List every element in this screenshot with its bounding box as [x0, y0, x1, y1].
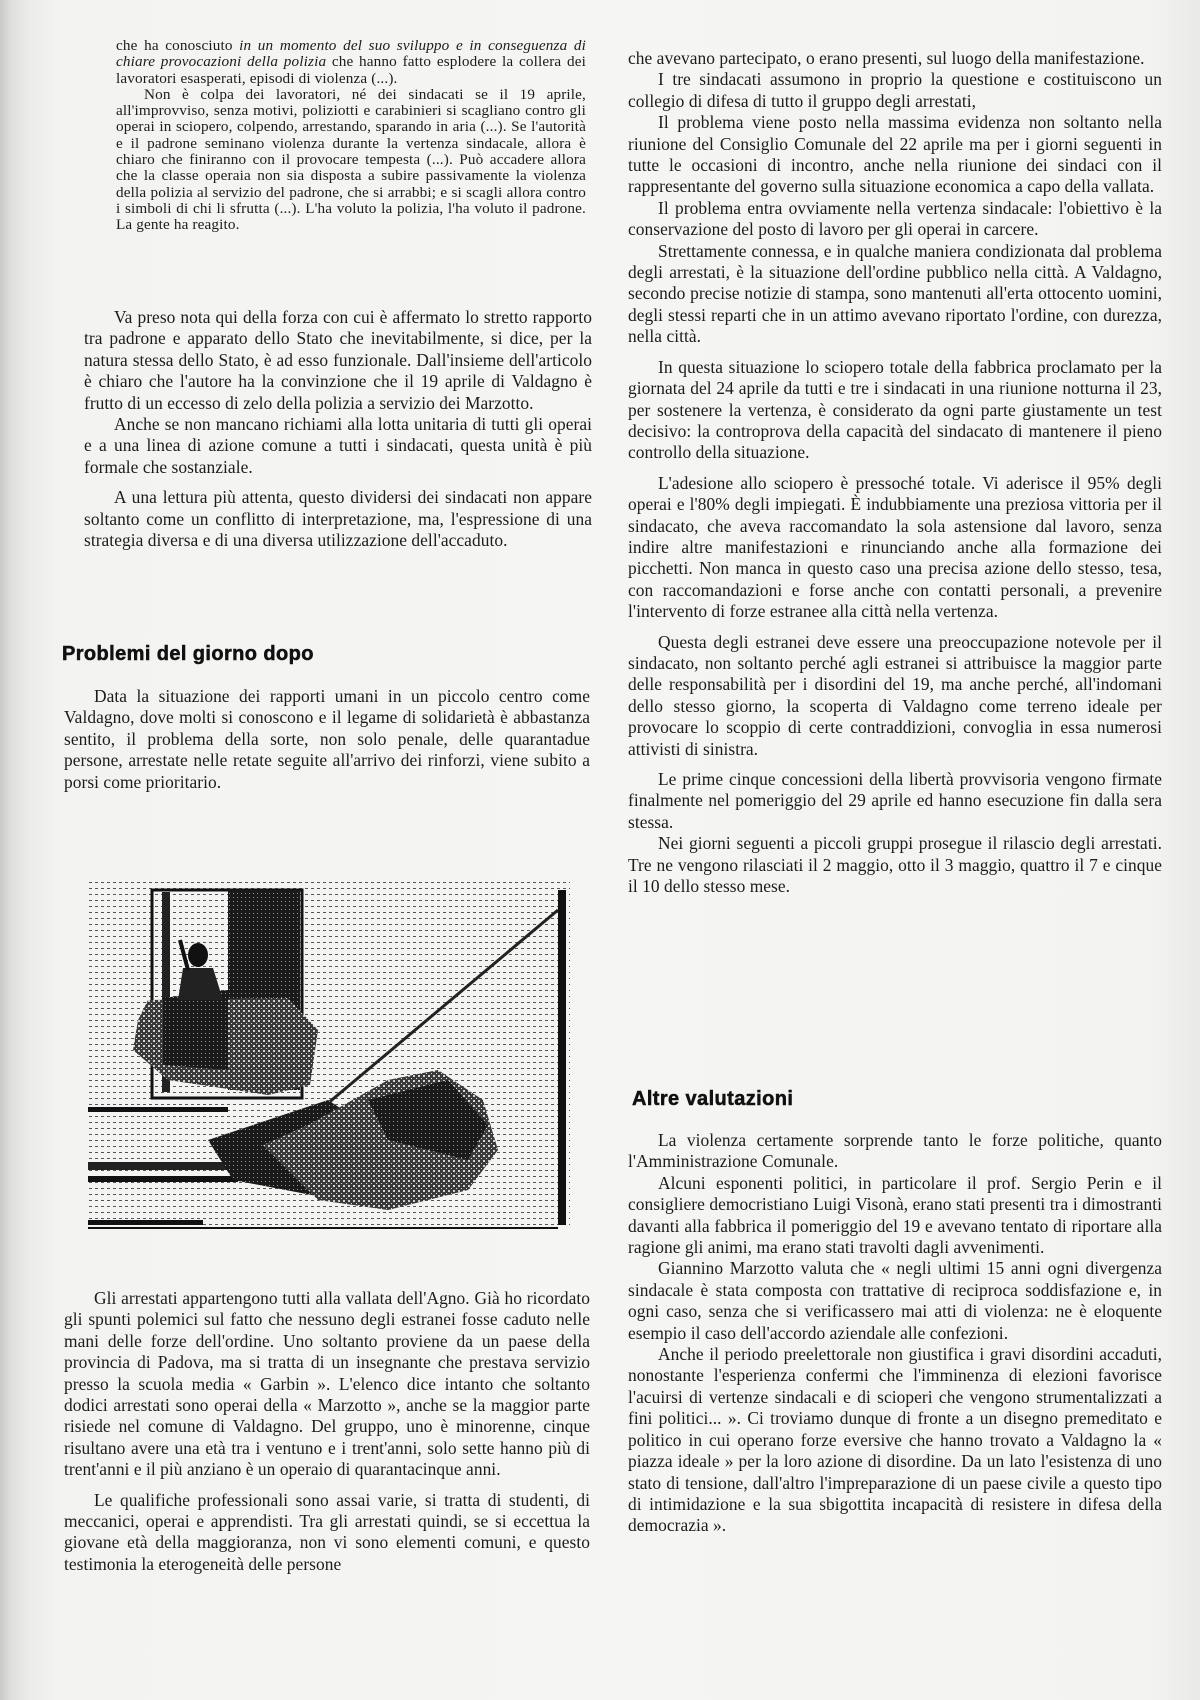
paragraph: Strettamente connessa, e in qualche maniera condizionata dal problema degli arrestati, è la situazione dell'ordine pubblico nella città. A Valdagno, secondo precise notizie di stampa, sono mantenuti all'erta ottocento uomini, degli stessi reparti che in un attimo avevano riportato l'ordine, con durezza, nella città.	[628, 240, 1162, 347]
paragraph: che avevano partecipato, o erano presenti, sul luogo della manifestazione.	[628, 48, 1145, 68]
left-body-b	[64, 1288, 590, 1575]
paragraph: Nei giorni seguenti a piccoli gruppi prosegue il rilascio degli arrestati. Tre ne vengono rilasciati il 2 maggio, otto il 3 maggio, quattro il 7 e cinque il 10 dello stesso mese.	[628, 833, 1162, 897]
left-section1-body	[64, 686, 590, 793]
quoted-excerpt	[116, 38, 586, 234]
section-heading-problemi: Problemi del giorno dopo	[62, 643, 314, 665]
paragraph: La violenza certamente sorprende tanto le forze politiche, quanto l'Amministrazione Comunale.	[628, 1130, 1162, 1172]
paragraph: Alcuni esponenti politici, in particolare il prof. Sergio Perin e il consigliere democristiano Luigi Visonà, erano stati presenti tra i dimostranti davanti alla fabbrica il pomeriggio del 19 e avevano tentato di riportare alla ragione gli animi, ma erano stati travolti dagli avvenimenti.	[628, 1172, 1162, 1258]
paragraph: In questa situazione lo sciopero totale della fabbrica proclamato per la giornata del 24 aprile da tutti e tre i sindacati in una riunione notturna il 23, per sostenere la vertenza, è considerato da ogni parte giustamente un test decisivo: la controprova della capacità del sindacato di mantenere il pieno controllo della situazione.	[628, 356, 1162, 463]
paragraph: I tre sindacati assumono in proprio la questione e costituiscono un collegio di difesa di tutto il gruppo degli arrestati,	[628, 69, 1162, 111]
section-heading-altre-valutazioni: Altre valutazioni	[632, 1088, 794, 1110]
paragraph: Il problema entra ovviamente nella vertenza sindacale: l'obiettivo è la conservazione del posto di lavoro per gli operai in carcere.	[628, 197, 1162, 240]
right-body-a	[628, 48, 1162, 897]
paragraph: Le prime cinque concessioni della libertà provvisoria vengono firmate finalmente nel pomeriggio del 29 aprile ed hanno esecuzione fin dalla sera stessa.	[628, 769, 1162, 832]
quote-paragraph: che ha conosciuto in un momento del suo sviluppo e in conseguenza di chiare provocazioni della polizia che hanno fatto esplodere la collera dei lavoratori esasperati, episodi di violenza (...).	[116, 37, 586, 87]
paragraph: Questa degli estranei deve essere una preoccupazione notevole per il sindacato, non soltanto perché agli estranei si attribuisce la maggior parte delle responsabilità per i disordini del 19, ma anche perché, all'indomani dello stesso giorno, la scoperta di Valdagno come terreno ideale per provocare lo scoppio di certe contraddizioni, convoglia in essa numerosi attivisti di sinistra.	[628, 631, 1162, 759]
paragraph: Il problema viene posto nella massima evidenza non soltanto nella riunione del Consiglio Comunale del 22 aprile ma per i giorni seguenti in tutte le occasioni di incontro, anche nella riunione dei sindaci con il rappresentante del governo sulla situazione economica a capo della vallata.	[628, 112, 1162, 197]
photo-image	[88, 880, 570, 1230]
paragraph: Va preso nota qui della forza con cui è affermato lo stretto rapporto tra padrone e apparato dello Stato che inevitabilmente, si dice, per la natura stessa dello Stato, è ad esso funzionale. Dall'insieme dell'articolo è chiaro che l'autore ha la convinzione che il 19 aprile di Valdagno è frutto di un eccesso di zelo della polizia a servizio dei Marzotto.	[84, 307, 592, 413]
quote-paragraph: Non è colpa dei lavoratori, né dei sindacati se il 19 aprile, all'improvviso, senza motivi, poliziotti e carabinieri si scagliano contro gli operai in sciopero, colpendo, arrestando, sparando in aria (...). Se l'autorità e il padrone seminano violenza durante la vertenza sindacale, allora è chiaro che finiranno con il provocare tempesta (...). Può accadere allora che la classe operaia non sia disposta a subire passivamente la violenza della polizia al servizio del padrone, che si arrabbi; e si scagli allora contro i simboli di chi li sfrutta (...). L'ha voluto la polizia, l'ha voluto il padrone. La gente ha reagito.	[116, 85, 586, 234]
paragraph: Le qualifiche professionali sono assai varie, si tratta di studenti, di meccanici, operai e apprendisti. Tra gli arrestati quindi, se si eccettua la giovane età della maggioranza, non vi sono elementi comuni, e questo testimonia la eterogeneità delle persone	[64, 1489, 590, 1574]
paragraph: Giannino Marzotto valuta che « negli ultimi 15 anni ogni divergenza sindacale è stata composta con trattative di reciproca soddisfazione e, in ogni caso, senza che si verificassero mai atti di violenza: ne è eloquente esempio il caso dell'accordo aziendale alle confezioni.	[628, 1258, 1162, 1343]
paragraph: A una lettura più attenta, questo dividersi dei sindacati non appare soltanto come un conflitto di interpretazione, ma, l'espressione di una strategia diversa e di una diversa utilizzazione dell'accaduto.	[84, 487, 592, 551]
paragraph: Data la situazione dei rapporti umani in un piccolo centro come Valdagno, dove molti si conoscono e il legame di solidarietà è abbastanza sentito, il problema della sorte, non solo penale, delle quarantadue persone, arrestate nelle retate seguite all'arrivo dei rinforzi, viene subito a porsi come prioritario.	[64, 686, 590, 792]
paragraph: Anche il periodo preelettorale non giustifica i gravi disordini accaduti, nonostante l'esperienza confermi che l'imminenza di elezioni favorisce l'acuirsi di vertenze sindacali e di scioperi che vengono strumentalizzati a fini politici... ». Ci troviamo dunque di fronte a un disegno premeditato e politico in cui operano forze eversive che hanno trovato a Valdagno la « piazza ideale » per la loro azione di disordine. Da un lato l'esistenza di uno stato di tensione, dall'altro l'impreparazione di un paese civile a questo tipo di intimidazione e la sua sbigottita incapacità di resistere in difesa della democrazia ».	[628, 1344, 1162, 1536]
right-body-b	[628, 1130, 1162, 1537]
halftone-photo	[88, 880, 570, 1230]
paragraph: Anche se non mancano richiami alla lotta unitaria di tutti gli operai e a una linea di azione comune a tutti i sindacati, questa unità è più formale che sostanziale.	[84, 414, 592, 477]
paragraph: L'adesione allo sciopero è pressoché totale. Vi aderisce il 95% degli operai e l'80% degli impiegati. È indubbiamente una preziosa vittoria per il sindacato, che aveva raccomandato la sola astensione dal lavoro, senza indire altre manifestazioni e rinunciando anche alla formazione dei picchetti. Non manca in questo caso una precisa azione dello stesso, tesa, con raccomandazioni e forse anche con contatti personali, a prevenire l'intervento di forze estranee alla città nella vertenza.	[628, 472, 1162, 622]
left-body-a	[84, 307, 592, 551]
quote-italic-phrase: in un momento del suo sviluppo e in conseguenza di chiare provocazioni della polizia	[116, 37, 586, 71]
paragraph: Gli arrestati appartengono tutti alla vallata dell'Agno. Già ho ricordato gli spunti polemici sul fatto che nessuno degli estranei fosse caduto nelle mani delle forze dell'ordine. Uno soltanto proviene da un paese della provincia di Padova, ma si tratta di un insegnante che prestava servizio presso la scuola media « Garbin ». L'elenco dice intanto che soltanto dodici arrestati sono operai della « Marzotto », anche se la maggior parte risiede nel comune di Valdagno. Del gruppo, uno è minorenne, cinque risultano avere una età tra i ventuno e i trent'anni, solo sette hanno più di trent'anni e il più anziano è un operaio di quarantacinque anni.	[64, 1288, 590, 1480]
